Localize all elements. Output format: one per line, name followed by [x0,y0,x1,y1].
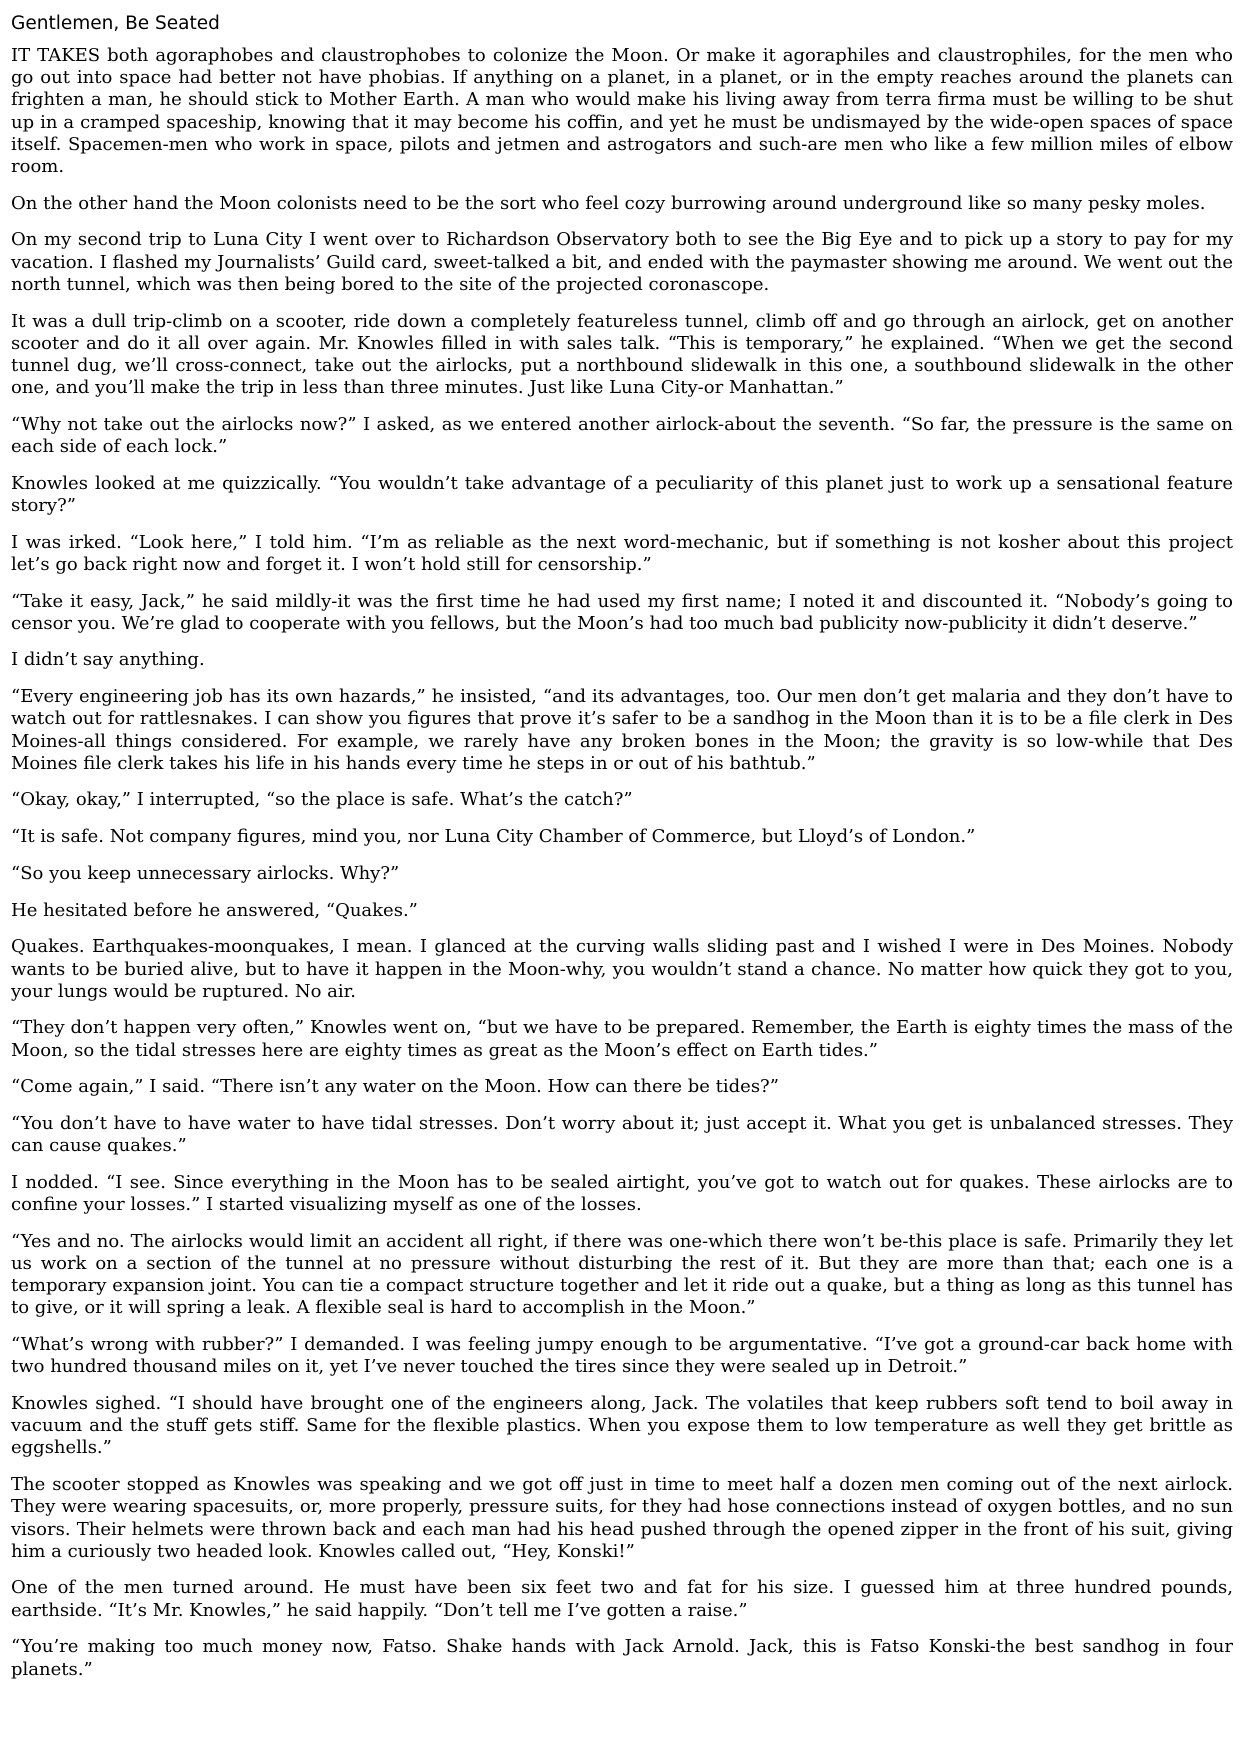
paragraph: “Take it easy, Jack,” he said mildly-it was the first time he had used my first name; I noted it and discounted it. “Nobody’s going to censor you. We’re glad to cooperate with you fellows, but the Moon’s had too much bad publicity now-publicity it didn’t deserve.” [11,590,1233,634]
document-page [11,13,1233,1695]
paragraph: “What’s wrong with rubber?” I demanded. I was feeling jumpy enough to be argumentative. “I’ve got a ground-car back home with two hundred thousand miles on it, yet I’ve never touched the tires since they were sealed up in Detroit.” [11,1334,1233,1378]
paragraph: “Why not take out the airlocks now?” I asked, as we entered another airlock-about the seventh. “So far, the pressure is the same on each side of each lock.” [11,413,1233,458]
paragraph: I didn’t say anything. [11,649,205,671]
paragraph: I nodded. “I see. Since everything in the Moon has to be sealed airtight, you’ve got to watch out for quakes. These airlocks are to confine your losses.” I started visualizing myself as one of the losses. [11,1171,1233,1216]
paragraph: On the other hand the Moon colonists need to be the sort who feel cozy burrowing around underground like so many pesky moles. [11,192,1206,214]
paragraph: One of the men turned around. He must have been six feet two and fat for his size. I guessed him at three hundred pounds, earthside. “It’s Mr. Knowles,” he said happily. “Don’t tell me I’ve gotten a raise.” [11,1577,1233,1621]
paragraph: IT TAKES both agoraphobes and claustrophobes to colonize the Moon. Or make it agoraphiles and claustrophiles, for the men who go out into space had better not have phobias. If anything on a planet, in a planet, or in the empty reaches around the planets can frighten a man, he should stick to Mother Earth. A man who would make his living away from terra firma must be willing to be shut up in a cramped spaceship, knowing that it may become his coffin, and yet he must be undismayed by the wide-open spaces of space itself. Spacemen-men who work in space, pilots and jetmen and astrogators and such-are men who like a few million miles of elbow room. [11,45,1233,178]
paragraph: Knowles sighed. “I should have brought one of the engineers along, Jack. The volatiles that keep rubbers soft tend to boil away in vacuum and the stuff gets stiff. Same for the flexible plastics. When you expose them to low temperature as well they get brittle as eggshells.” [11,1393,1233,1459]
paragraph: “So you keep unnecessary airlocks. Why?” [11,862,400,884]
paragraph: Knowles looked at me quizzically. “You wouldn’t take advantage of a peculiarity of this planet just to work up a sensational feature story?” [11,472,1233,516]
paragraph: “Every engineering job has its own hazards,” he insisted, “and its advantages, too. Our men don’t get malaria and they don’t have to watch out for rattlesnakes. I can show you figures that prove it’s safer to be a sandhog in the Moon than it is to be a file clerk in Des Moines-all things considered. For example, we rarely have any broken bones in the Moon; the gravity is so low-while that Des Moines file clerk takes his life in his hands every time he steps in or out of his bathtub.” [11,686,1233,774]
paragraph: “Yes and no. The airlocks would limit an accident all right, if there was one-which there won’t be-this place is safe. Primarily they let us work on a section of the tunnel at no pressure without disturbing the rest of it. But they are more than that; each one is a temporary expansion joint. You can tie a compact structure together and let it ride out a quake, but a thing as long as this tunnel has to give, or it will spring a leak. A flexible seal is hard to accomplish in the Moon.” [11,1230,1233,1319]
paragraph: “You’re making too much money now, Fatso. Shake hands with Jack Arnold. Jack, this is Fatso Konski-the best sandhog in four planets.” [11,1636,1233,1680]
paragraph: “They don’t happen very often,” Knowles went on, “but we have to be prepared. Remember, the Earth is eighty times the mass of the Moon, so the tidal stresses here are eighty times as great as the Moon’s effect on Earth tides.” [11,1017,1233,1061]
paragraph: “It is safe. Not company figures, mind you, nor Luna City Chamber of Commerce, but Lloyd’s of London.” [11,826,976,848]
paragraph: “Okay, okay,” I interrupted, “so the place is safe. What’s the catch?” [11,789,633,811]
paragraph: On my second trip to Luna City I went over to Richardson Observatory both to see the Big Eye and to pick up a story to pay for my vacation. I flashed my Journalists’ Guild card, sweet-talked a bit, and ended with the paymaster showing me around. We went out the north tunnel, which was then being bored to the site of the projected coronascope. [11,229,1233,295]
paragraph: The scooter stopped as Knowles was speaking and we got off just in time to meet half a dozen men coming out of the next airlock. They were wearing spacesuits, or, more properly, pressure suits, for they had hose connections instead of oxygen bottles, and no sun visors. Their helmets were thrown back and each man had his head pushed through the opened zipper in the front of his suit, giving him a curiously two headed look. Knowles called out, “Hey, Konski!” [11,1474,1233,1562]
page-title: Gentlemen, Be Seated [11,13,220,34]
paragraph: “You don’t have to have water to have tidal stresses. Don’t worry about it; just accept it. What you get is unbalanced stresses. They can cause quakes.” [11,1113,1233,1157]
paragraph: He hesitated before he answered, “Quakes.” [11,899,418,921]
paragraph: It was a dull trip-climb on a scooter, ride down a completely featureless tunnel, climb off and go through an airlock, get on another scooter and do it all over again. Mr. Knowles filled in with sales talk. “This is temporary,” he explained. “When we get the second tunnel dug, we’ll cross-connect, take out the airlocks, put a northbound slidewalk in this one, a southbound slidewalk in the other one, and you’ll make the trip in less than three minutes. Just like Luna City-or Manhattan.” [11,310,1233,399]
paragraph: I was irked. “Look here,” I told him. “I’m as reliable as the next word-mechanic, but if something is not kosher about this project let’s go back right now and forget it. I won’t hold still for censorship.” [11,531,1233,575]
paragraph: Quakes. Earthquakes-moonquakes, I mean. I glanced at the curving walls sliding past and I wished I were in Des Moines. Nobody wants to be buried alive, but to have it happen in the Moon-why, you wouldn’t stand a chance. No matter how quick they got to you, your lungs would be ruptured. No air. [11,936,1233,1002]
paragraph: “Come again,” I said. “There isn’t any water on the Moon. How can there be tides?” [11,1076,779,1098]
